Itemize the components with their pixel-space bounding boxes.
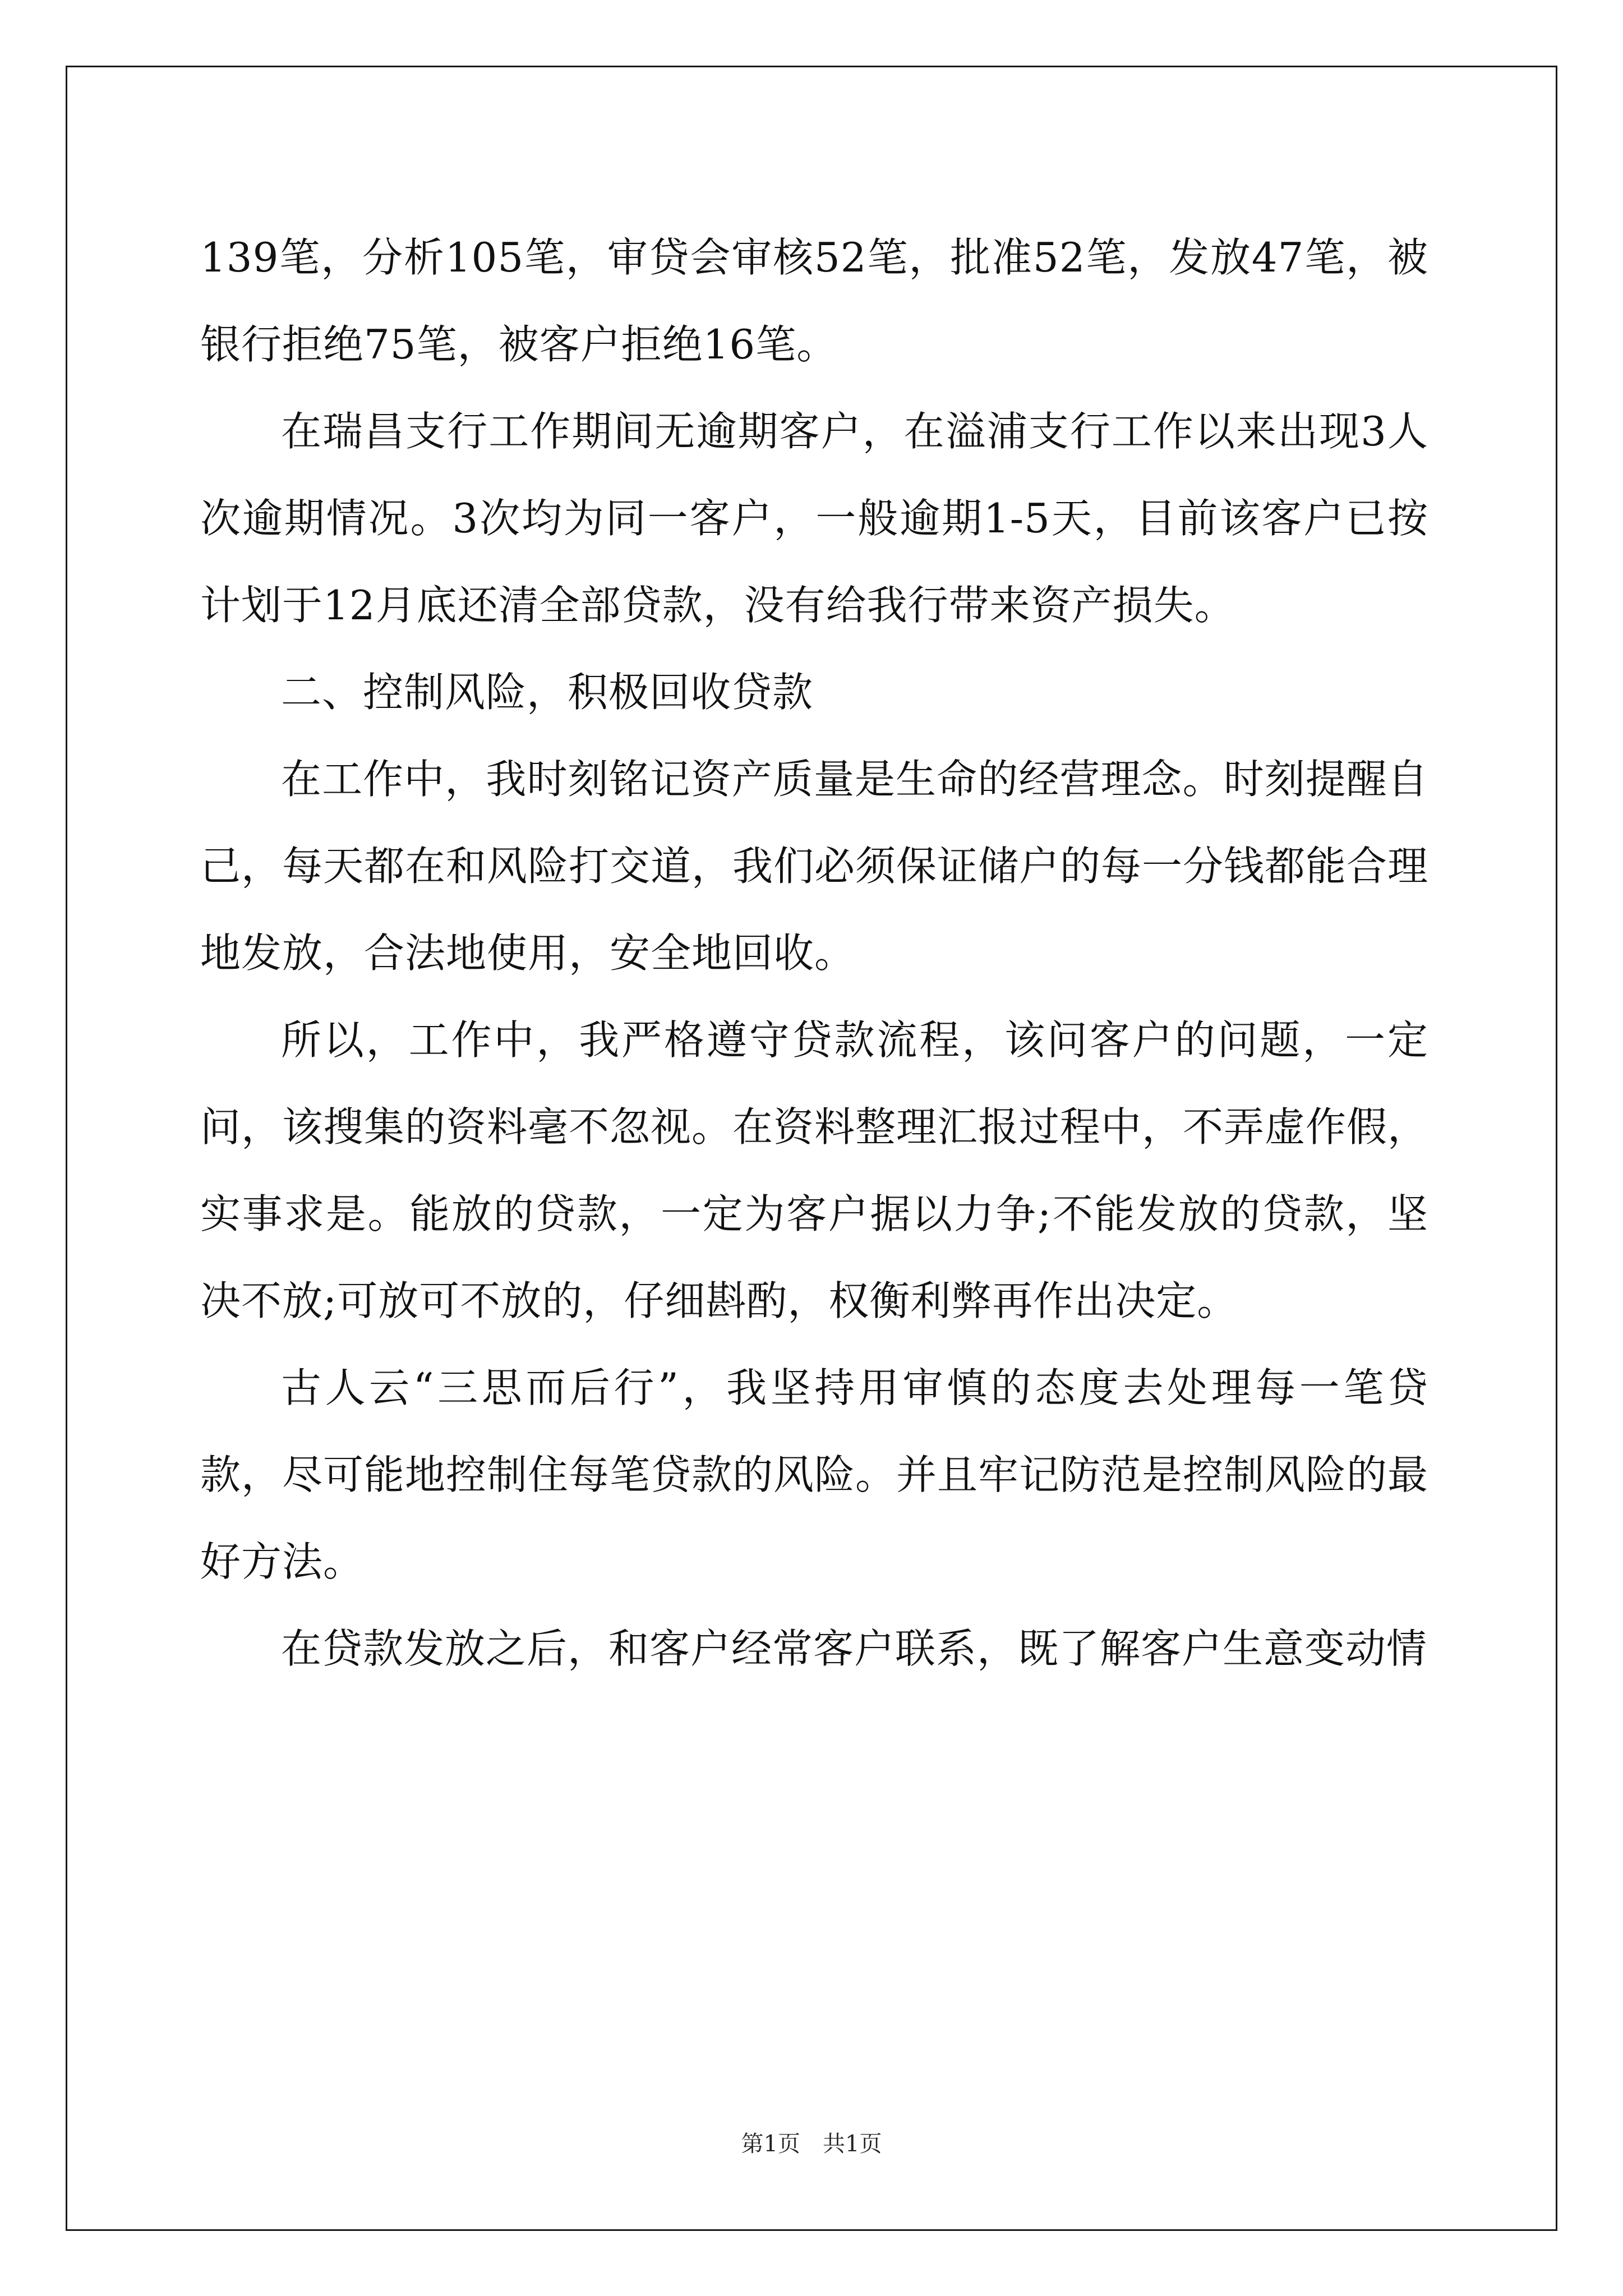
page-total: 共1页: [823, 2131, 882, 2157]
paragraph-4: 所以，工作中，我严格遵守贷款流程，该问客户的问题，一定问，该搜集的资料毫不忽视。在资料整理汇报过程中，不弄虚作假，实事求是。能放的贷款，一定为客户据以力争;不能发放的贷款，坚决不放;可放可不放的，仔细斟酌，权衡利弊再作出决定。: [200, 1016, 1429, 1324]
page-number: 第1页: [741, 2131, 800, 2157]
document-body: [200, 214, 1428, 1692]
paragraph-5: 古人云“三思而后行”，我坚持用审慎的态度去处理每一笔贷款，尽可能地控制住每笔贷款的风险。并且牢记防范是控制风险的最好方法。: [200, 1364, 1429, 1585]
paragraph-1: 139笔，分析105笔，审贷会审核52笔，批准52笔，发放47笔，被银行拒绝75笔，被客户拒绝16笔。: [200, 234, 1428, 368]
page-footer: [0, 2126, 1623, 2158]
paragraph-6: 在贷款发放之后，和客户经常客户联系，既了解客户生意变动情: [281, 1625, 1428, 1672]
paragraph-2: 在瑞昌支行工作期间无逾期客户，在溢浦支行工作以来出现3人次逾期情况。3次均为同一客户，一般逾期1-5天，目前该客户已按计划于12月底还清全部贷款，没有给我行带来资产损失。: [200, 408, 1428, 629]
paragraph-3: 在工作中，我时刻铭记资产质量是生命的经营理念。时刻提醒自己，每天都在和风险打交道，我们必须保证储户的每一分钱都能合理地发放，合法地使用，安全地回收。: [200, 756, 1429, 977]
section-heading: 二、控制风险，积极回收贷款: [281, 669, 814, 716]
